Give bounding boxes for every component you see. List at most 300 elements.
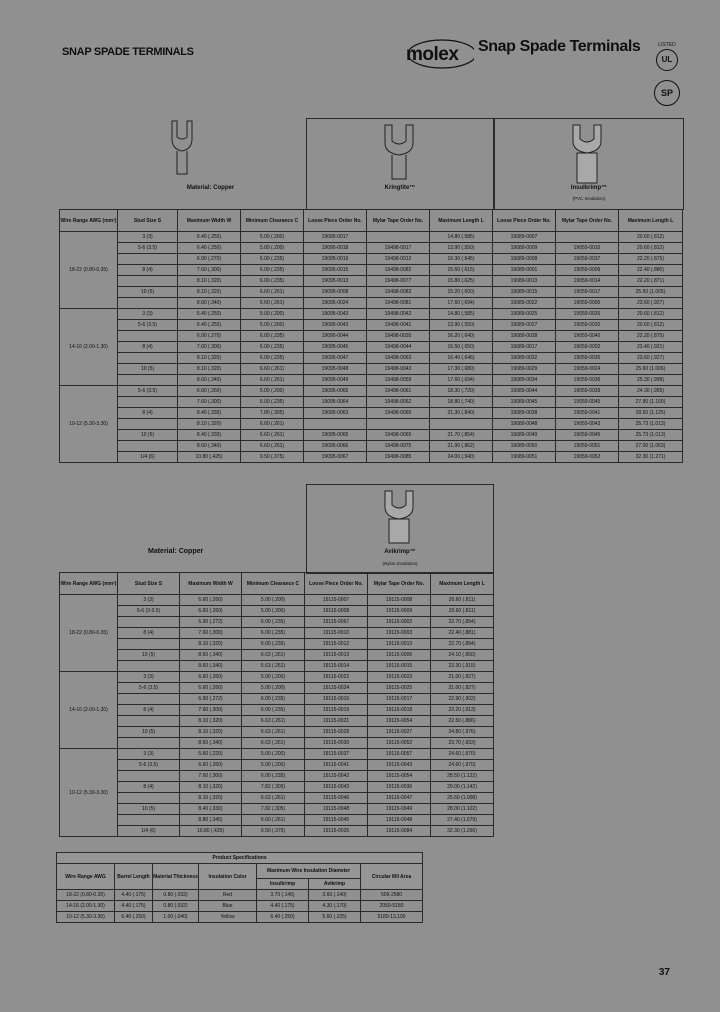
- section-header: SNAP SPADE TERMINALS: [62, 46, 194, 58]
- spec-header: Avikrimp: [309, 879, 361, 890]
- stud-size-cell: 5-6 (3.5): [118, 386, 178, 397]
- table-cell: 9.50 (.375): [242, 826, 305, 837]
- table-cell: 19095-0067: [304, 452, 367, 463]
- table-cell: 19089-0044: [493, 386, 556, 397]
- table-cell: 19089-0017: [493, 342, 556, 353]
- table-cell: 19115-0048: [305, 804, 368, 815]
- table-cell: 19115-0006: [368, 650, 431, 661]
- column-header: Loose Piece Order No.: [305, 573, 368, 595]
- table-row: [60, 628, 494, 639]
- table-cell: 6.00 (.235): [241, 397, 304, 408]
- table-cell: 6.60 (.260): [180, 606, 242, 617]
- table-row: [60, 430, 683, 441]
- spec-cell: 5.60 (.225): [309, 912, 361, 923]
- table-cell: 19115-0014: [305, 661, 368, 672]
- wire-range-cell: 18-22 (0.80-0.35): [60, 232, 118, 309]
- table-cell: 19089-0022: [493, 298, 556, 309]
- table-cell: 19498-0061: [367, 386, 430, 397]
- table-row: [60, 375, 683, 386]
- stud-size-cell: [118, 397, 178, 408]
- table-cell: [367, 419, 430, 430]
- stud-size-cell: 5-6 (3.5): [118, 243, 178, 254]
- table-cell: 19115-0084: [368, 826, 431, 837]
- table-row: [60, 760, 494, 771]
- column-header: Mylar Tape Order No.: [367, 210, 430, 232]
- table-cell: 6.00 (.235): [241, 276, 304, 287]
- table-cell: 7.80 (.305): [241, 408, 304, 419]
- table-cell: 19059-0026: [556, 309, 619, 320]
- column-header: Stud Size S: [118, 210, 178, 232]
- table-cell: 19095-0015: [304, 265, 367, 276]
- table-cell: 27.40 (1.079): [431, 815, 494, 826]
- column-header: Mylar Tape Order No.: [556, 210, 619, 232]
- table-cell: 19089-0013: [493, 276, 556, 287]
- table-cell: 19498-0083: [367, 287, 430, 298]
- table-cell: 8.10 (.320): [180, 782, 242, 793]
- stud-size-cell: 8 (4): [118, 628, 180, 639]
- table-cell: 5.00 (.200): [242, 595, 305, 606]
- table-cell: 6.60 (.261): [241, 430, 304, 441]
- table-row: [60, 705, 494, 716]
- table-row: [60, 617, 494, 628]
- table-cell: 22.20 (.875): [619, 254, 683, 265]
- table-cell: 19059-0037: [556, 254, 619, 265]
- table-cell: 24.60 (.970): [431, 749, 494, 760]
- table-row: [60, 749, 494, 760]
- column-header: Maximum Width W: [180, 573, 242, 595]
- table-cell: 5.60 (.220): [180, 749, 242, 760]
- table-cell: 6.90 (.272): [180, 617, 242, 628]
- table-cell: [304, 419, 367, 430]
- column-header: Loose Piece Order No.: [304, 210, 367, 232]
- stud-size-cell: [118, 639, 180, 650]
- table-cell: 19059-0005: [556, 298, 619, 309]
- spec-cell: 3.60 (.140): [309, 890, 361, 901]
- table-cell: 8.10 (.320): [180, 716, 242, 727]
- table-row: [60, 397, 683, 408]
- table-row: [60, 804, 494, 815]
- table-cell: 19115-0054: [368, 716, 431, 727]
- spec-cell: 6.40 (.250): [115, 912, 153, 923]
- table-row: [60, 287, 683, 298]
- table-cell: 19089-0007: [493, 232, 556, 243]
- table-cell: 19089-0034: [493, 375, 556, 386]
- table-cell: 6.63 (.261): [242, 661, 305, 672]
- spec-cell: 4.40 (.175): [115, 901, 153, 912]
- material-label: Material: Copper: [186, 185, 235, 191]
- table-row: [60, 815, 494, 826]
- table-cell: 6.00 (.235): [241, 353, 304, 364]
- stud-size-cell: [118, 738, 180, 749]
- table-cell: 16.40 (.646): [430, 353, 493, 364]
- table-cell: 23.70 (.933): [431, 738, 494, 749]
- table-cell: 18.80 (.740): [430, 397, 493, 408]
- table-cell: 6.40 (.250): [178, 232, 241, 243]
- table-cell: 19115-0036: [368, 782, 431, 793]
- table-cell: 23.30 (.915): [431, 661, 494, 672]
- table-cell: 8.40 (.330): [178, 430, 241, 441]
- table-cell: 19115-0019: [305, 705, 368, 716]
- table-cell: 5.00 (.200): [241, 309, 304, 320]
- stud-size-cell: 8 (4): [118, 705, 180, 716]
- insulkrimp-image: [494, 118, 684, 210]
- table-header-row: [60, 573, 494, 595]
- column-header: Maximum Length L: [619, 210, 683, 232]
- table-cell: 24.80 (.976): [431, 727, 494, 738]
- table-cell: 8.10 (.320): [180, 639, 242, 650]
- stud-size-cell: 3 (3): [118, 595, 180, 606]
- table-cell: 8.60 (.340): [178, 441, 241, 452]
- product-name: Insulkrimp™: [570, 185, 608, 191]
- column-header: Maximum Width W: [178, 210, 241, 232]
- table-cell: 19095-0019: [304, 254, 367, 265]
- table-cell: 5.00 (.200): [242, 672, 305, 683]
- table-cell: 19115-0027: [368, 727, 431, 738]
- table-cell: 6.63 (.261): [242, 738, 305, 749]
- stud-size-cell: 1/4 (6): [118, 452, 178, 463]
- table-cell: 19115-0049: [368, 804, 431, 815]
- stud-size-cell: 1/4 (6): [118, 826, 180, 837]
- table-cell: 6.00 (.235): [242, 639, 305, 650]
- stud-size-cell: 10 (5): [118, 287, 178, 298]
- table-row: [60, 243, 683, 254]
- stud-size-cell: 5-6 (3-3.5): [118, 606, 180, 617]
- wire-range-cell: 18-22 (0.80-0.35): [60, 595, 118, 672]
- avikrimp-image: [306, 484, 494, 574]
- table-cell: 24.30 (.955): [619, 386, 683, 397]
- table-cell: 19498-0082: [367, 265, 430, 276]
- table-cell: 19498-0059: [367, 375, 430, 386]
- table-cell: 6.60 (.261): [241, 441, 304, 452]
- table-row: [60, 364, 683, 375]
- table-cell: 6.60 (.260): [180, 595, 242, 606]
- stud-size-cell: [118, 661, 180, 672]
- table-cell: 6.63 (.261): [242, 650, 305, 661]
- spec-cell: 509-2580: [361, 890, 423, 901]
- table-cell: 19059-0017: [556, 287, 619, 298]
- table-cell: 5.00 (.200): [241, 232, 304, 243]
- spec-header: Maximum Wire Insulation Diameter: [257, 864, 361, 879]
- column-header: Mylar Tape Order No.: [368, 573, 431, 595]
- table-cell: 19059-0036: [556, 375, 619, 386]
- table-cell: 19095-0048: [304, 364, 367, 375]
- spec-title: Product Specifications: [57, 853, 423, 864]
- table-cell: 23.20 (.913): [431, 705, 494, 716]
- column-header: Wire Range AWG (mm²): [60, 210, 118, 232]
- table-cell: 19089-0028: [493, 331, 556, 342]
- insulated-spade-icon: [377, 489, 421, 545]
- table-cell: 6.90 (.270): [178, 254, 241, 265]
- table-cell: 17.30 (.680): [430, 364, 493, 375]
- stud-size-cell: 3 (3): [118, 672, 180, 683]
- table-cell: 6.40 (.250): [178, 309, 241, 320]
- table-row: [60, 782, 494, 793]
- stud-size-cell: [118, 441, 178, 452]
- table-row: [60, 254, 683, 265]
- table-cell: 6.00 (.235): [242, 694, 305, 705]
- table-cell: 19115-0045: [305, 815, 368, 826]
- table-row: [60, 309, 683, 320]
- table-header-row: [60, 210, 683, 232]
- table-cell: 8.40 (.330): [178, 408, 241, 419]
- table-cell: 6.60 (.260): [180, 683, 242, 694]
- stud-size-cell: 8 (4): [118, 342, 178, 353]
- table-row: [60, 408, 683, 419]
- table-cell: 19115-0043: [305, 782, 368, 793]
- table-cell: 19095-0017: [304, 232, 367, 243]
- table-cell: 6.40 (.250): [178, 320, 241, 331]
- table-row: [60, 672, 494, 683]
- wire-range-cell: 10-12 (5.30-3.30): [60, 386, 118, 463]
- table-cell: 13.90 (.550): [430, 243, 493, 254]
- stud-size-cell: [118, 617, 180, 628]
- material-label: Material: Copper: [148, 548, 204, 555]
- table-cell: 13.90 (.550): [430, 320, 493, 331]
- table-cell: 6.60 (.261): [241, 287, 304, 298]
- stud-size-cell: 5-6 (3.5): [118, 320, 178, 331]
- table-cell: [367, 232, 430, 243]
- column-header: Minimum Clearance C: [241, 210, 304, 232]
- table-cell: 23.40 (.921): [619, 342, 683, 353]
- table-cell: 19115-0015: [368, 661, 431, 672]
- spec-cell: 10-12 (5.30-3.30): [57, 912, 115, 923]
- table-cell: 5.00 (.200): [242, 760, 305, 771]
- table-row: [60, 694, 494, 705]
- table-row: [60, 738, 494, 749]
- stud-size-cell: 5-6 (3.5): [118, 760, 180, 771]
- stud-size-cell: 3 (3): [118, 232, 178, 243]
- table-cell: 16.20 (.640): [430, 331, 493, 342]
- table-cell: 21.00 (.827): [431, 683, 494, 694]
- table-cell: 19095-0043: [304, 320, 367, 331]
- table-cell: 6.60 (.261): [241, 375, 304, 386]
- table-cell: 19498-0044: [367, 342, 430, 353]
- table-cell: [556, 232, 619, 243]
- table-cell: 6.00 (.235): [241, 331, 304, 342]
- table-cell: 19089-0038: [493, 408, 556, 419]
- molex-logo: [404, 34, 474, 70]
- table-cell: 7.82 (.305): [242, 804, 305, 815]
- table-cell: 19498-0041: [367, 320, 430, 331]
- table-cell: 7.82 (.305): [242, 782, 305, 793]
- column-header: Minimum Clearance C: [242, 573, 305, 595]
- page-title: Snap Spade Terminals: [478, 38, 641, 55]
- table-cell: 6.00 (.235): [242, 628, 305, 639]
- product-specifications-table: [56, 852, 423, 923]
- spec-cell: Blue: [199, 901, 257, 912]
- stud-size-cell: [118, 331, 178, 342]
- table-cell: 25.50 (1.005): [619, 287, 683, 298]
- table-cell: 19089-0048: [493, 419, 556, 430]
- table-cell: 19059-0045: [556, 430, 619, 441]
- table-row: [60, 276, 683, 287]
- table-cell: 32.30 (1.266): [431, 826, 494, 837]
- spec-cell: 4.40 (.175): [257, 901, 309, 912]
- table-cell: 24.10 (.950): [431, 650, 494, 661]
- table-cell: 20.60 (.811): [431, 595, 494, 606]
- table-cell: 19115-0012: [305, 639, 368, 650]
- table-cell: 17.60 (.694): [430, 375, 493, 386]
- spade-terminal-icon: [167, 119, 197, 179]
- table-cell: 22.40 (.880): [619, 265, 683, 276]
- table-cell: 19059-0040: [556, 331, 619, 342]
- table-cell: 22.70 (.894): [431, 617, 494, 628]
- table-row: [60, 298, 683, 309]
- table-cell: 20.60 (.812): [619, 320, 683, 331]
- table-cell: 19115-0037: [305, 749, 368, 760]
- table-row: [60, 771, 494, 782]
- table-cell: 8.60 (.340): [180, 738, 242, 749]
- table-row: [60, 793, 494, 804]
- table-cell: 8.60 (.340): [180, 650, 242, 661]
- table-cell: 19089-0015: [493, 287, 556, 298]
- spec-header: Material Thickness: [153, 864, 199, 890]
- table-cell: 10.80 (.425): [180, 826, 242, 837]
- table-cell: 19115-0054: [368, 771, 431, 782]
- table-cell: 10.80 (.425): [178, 452, 241, 463]
- table-cell: 19115-0030: [305, 738, 368, 749]
- table-cell: 5.00 (.200): [242, 683, 305, 694]
- table-cell: 19115-0046: [305, 793, 368, 804]
- page-number: 37: [658, 967, 670, 978]
- table-cell: 25.73 (1.013): [619, 430, 683, 441]
- ul-listed-mark: [654, 42, 680, 72]
- insulated-spade-icon: [565, 123, 609, 185]
- table-row: [60, 265, 683, 276]
- column-header: Stud Size S: [118, 573, 180, 595]
- table-cell: 6.60 (.261): [241, 364, 304, 375]
- table-cell: 19059-0052: [556, 452, 619, 463]
- kringtite-image: [306, 118, 494, 210]
- stud-size-cell: [118, 254, 178, 265]
- product-subtitle: (PVC Insulation): [572, 196, 606, 201]
- table-cell: 8.10 (.320): [178, 419, 241, 430]
- spec-cell: 18-22 (0.80-0.35): [57, 890, 115, 901]
- terminal-spec-table-2: [59, 572, 494, 837]
- wire-range-cell: 10-12 (5.30-3.30): [60, 749, 118, 837]
- table-cell: 19095-0013: [304, 276, 367, 287]
- table-cell: 19095-0065: [304, 386, 367, 397]
- table-cell: 27.00 (1.063): [619, 441, 683, 452]
- listed-label: LISTED: [658, 42, 676, 48]
- table-cell: 28.00 (1.102): [431, 804, 494, 815]
- table-cell: 32.30 (1.271): [619, 452, 683, 463]
- table-cell: 15.60 (.615): [430, 265, 493, 276]
- stud-size-cell: [118, 353, 178, 364]
- stud-size-cell: [118, 815, 180, 826]
- spec-header: Insulation Color: [199, 864, 257, 890]
- table-cell: 19115-0016: [305, 694, 368, 705]
- table-cell: 7.60 (.300): [178, 265, 241, 276]
- spec-cell: 1.00 (.040): [153, 912, 199, 923]
- stud-size-cell: 10 (5): [118, 804, 180, 815]
- table-cell: 28.60 (1.125): [619, 408, 683, 419]
- table-cell: 19115-0018: [368, 705, 431, 716]
- table-cell: 19498-0075: [367, 441, 430, 452]
- table-cell: 19095-0049: [304, 375, 367, 386]
- table-cell: 7.60 (.300): [180, 771, 242, 782]
- table-cell: 15.80 (.625): [430, 276, 493, 287]
- table-cell: 7.60 (.300): [180, 628, 242, 639]
- table-row: [60, 419, 683, 430]
- spec-cell: 0.80 (.032): [153, 890, 199, 901]
- table-cell: 5.00 (.200): [241, 243, 304, 254]
- table-cell: 19115-0022: [305, 672, 368, 683]
- column-header: Loose Piece Order No.: [493, 210, 556, 232]
- table-cell: 19115-0017: [368, 694, 431, 705]
- table-cell: 27.90 (1.100): [619, 397, 683, 408]
- table-cell: 20.60 (.812): [619, 309, 683, 320]
- table-cell: 19089-0027: [493, 320, 556, 331]
- table-cell: 19115-0057: [368, 749, 431, 760]
- table-cell: 19115-0048: [368, 815, 431, 826]
- table-cell: 7.60 (.300): [178, 342, 241, 353]
- table-cell: 19115-0043: [368, 760, 431, 771]
- table-cell: 22.90 (.902): [431, 694, 494, 705]
- table-cell: 5.00 (.200): [241, 386, 304, 397]
- table-cell: 19095-0024: [304, 298, 367, 309]
- table-cell: 28.50 (1.122): [431, 771, 494, 782]
- spec-cell: 6.40 (.250): [257, 912, 309, 923]
- stud-size-cell: [118, 276, 178, 287]
- spec-row: [57, 912, 423, 923]
- stud-size-cell: 10 (5): [118, 727, 180, 738]
- table-cell: 8.60 (.340): [180, 661, 242, 672]
- table-cell: 8.10 (.320): [178, 276, 241, 287]
- table-cell: 19498-0065: [367, 430, 430, 441]
- stud-size-cell: 8 (4): [118, 408, 178, 419]
- table-cell: 6.90 (.272): [180, 694, 242, 705]
- table-cell: 8.10 (.320): [178, 353, 241, 364]
- table-row: [60, 595, 494, 606]
- table-cell: 8.60 (.340): [178, 375, 241, 386]
- table-cell: 21.90 (.862): [430, 441, 493, 452]
- table-cell: 19089-0025: [493, 309, 556, 320]
- table-cell: 19115-0010: [305, 628, 368, 639]
- table-cell: 19089-0001: [493, 265, 556, 276]
- table-cell: 6.60 (.261): [242, 815, 305, 826]
- table-cell: 19059-0039: [556, 386, 619, 397]
- spec-cell: 4.30 (.170): [309, 901, 361, 912]
- table-cell: 19089-0009: [493, 243, 556, 254]
- table-cell: 14.80 (.585): [430, 309, 493, 320]
- terminal-spec-table-1: [59, 209, 683, 463]
- spec-header: Wire Range AWG: [57, 864, 115, 890]
- spec-cell: Yellow: [199, 912, 257, 923]
- spade-terminal-icon: [379, 123, 419, 183]
- table-cell: 19498-0042: [367, 309, 430, 320]
- table-row: [60, 331, 683, 342]
- spec-cell: 5180-13,100: [361, 912, 423, 923]
- table-row: [60, 650, 494, 661]
- table-cell: 5.00 (.200): [242, 606, 305, 617]
- table-cell: 19059-0009: [556, 265, 619, 276]
- table-cell: 19095-0063: [304, 408, 367, 419]
- table-cell: 19498-0017: [367, 243, 430, 254]
- table-row: [60, 342, 683, 353]
- table-cell: 19095-0066: [304, 441, 367, 452]
- stud-size-cell: [118, 716, 180, 727]
- table-row: [60, 353, 683, 364]
- table-cell: 25.60 (1.006): [619, 364, 683, 375]
- table-cell: 6.00 (.235): [241, 254, 304, 265]
- spec-row: [57, 890, 423, 901]
- table-cell: 19095-0043: [304, 309, 367, 320]
- table-cell: 29.00 (1.142): [431, 782, 494, 793]
- table-cell: 25.30 (.998): [619, 375, 683, 386]
- table-cell: 20.60 (.812): [619, 243, 683, 254]
- table-cell: 23.60 (.927): [619, 298, 683, 309]
